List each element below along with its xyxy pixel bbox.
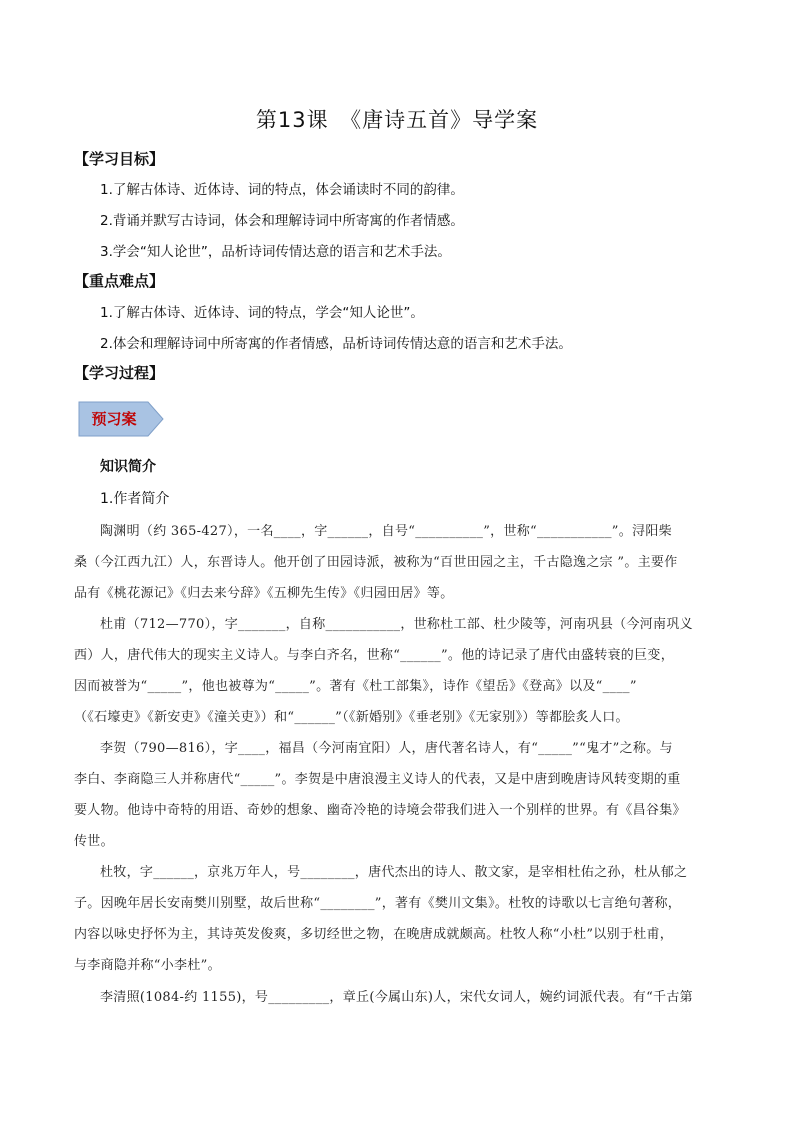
goals-heading: 【学习目标】 bbox=[74, 150, 165, 168]
paragraph-line: 要人物。他诗中奇特的用语、奇妙的想象、幽奇冷艳的诗境会带我们进入一个别样的世界。有《昌谷集》 bbox=[74, 803, 686, 818]
paragraph-line: 与李商隐并称“小李杜”。 bbox=[74, 958, 221, 973]
keypoint-item: 2.体会和理解诗词中所寄寓的作者情感，品析诗词传情达意的语言和艺术手法。 bbox=[100, 336, 572, 352]
paragraph-line: 品有《桃花源记》《归去来兮辞》《五柳先生传》《归园田居》等。 bbox=[74, 586, 454, 601]
preview-badge bbox=[78, 401, 164, 437]
paragraph-line: 桑（今江西九江）人，东晋诗人。他开创了田园诗派，被称为“百世田园之主，千古隐逸之宗 ”。主要作 bbox=[74, 555, 678, 570]
paragraph-line: 杜牧，字______，京兆万年人，号________，唐代杰出的诗人、散文家，是宰相杜佑之孙，杜从郁之 bbox=[100, 865, 688, 880]
paragraph-line: 陶渊明（约 365-427），一名____，字______，自号“__________”，世称“___________”。浔阳柴 bbox=[100, 524, 672, 539]
badge-label: 预习案 bbox=[91, 410, 137, 428]
goal-item: 2.背诵并默写古诗词，体会和理解诗词中所寄寓的作者情感。 bbox=[100, 213, 464, 229]
paragraph-line: 内容以咏史抒怀为主，其诗英发俊爽，多切经世之物，在晚唐成就颇高。杜牧人称“小杜”以别于杜甫， bbox=[74, 927, 674, 942]
keypoints-heading: 【重点难点】 bbox=[74, 272, 165, 290]
keypoint-item: 1.了解古体诗、近体诗、词的特点，学会“知人论世”。 bbox=[100, 305, 424, 321]
knowledge-heading: 知识简介 bbox=[100, 459, 156, 475]
goal-item: 1.了解古体诗、近体诗、词的特点，体会诵读时不同的韵律。 bbox=[100, 182, 464, 198]
paragraph-line: 传世。 bbox=[74, 834, 114, 849]
author-heading: 1.作者简介 bbox=[100, 491, 170, 507]
paragraph-line: （《石壕吏》《新安吏》《潼关吏》）和“______”（《新婚别》《垂老别》《无家别》）等都脍炙人口。 bbox=[74, 710, 629, 725]
paragraph-line: 子。因晚年居长安南樊川别墅，故后世称“________”，著有《樊川文集》。杜牧的诗歌以七言绝句著称， bbox=[74, 896, 682, 911]
process-heading: 【学习过程】 bbox=[74, 364, 165, 382]
paragraph-line: 李贺（790—816），字____，福昌（今河南宜阳）人，唐代著名诗人，有“_____”“鬼才”之称。与 bbox=[100, 741, 673, 756]
paragraph-line: 李白、李商隐三人并称唐代“_____”。李贺是中唐浪漫主义诗人的代表，又是中唐到晚唐诗风转变期的重 bbox=[74, 772, 681, 787]
page-title: 第13课 《唐诗五首》导学案 bbox=[255, 108, 539, 132]
paragraph-line: 李清照(1084-约 1155)，号_________，章丘(今属山东)人，宋代女词人，婉约词派代表。有“千古第 bbox=[100, 990, 693, 1005]
paragraph-line: 因而被誉为“_____”，他也被尊为“_____”。著有《杜工部集》，诗作《望岳》《登高》以及“____” bbox=[74, 679, 637, 694]
paragraph-line: 杜甫（712—770），字_______，自称___________，世称杜工部、杜少陵等，河南巩县（今河南巩义 bbox=[100, 617, 693, 632]
paragraph-line: 西）人，唐代伟大的现实主义诗人。与李白齐名，世称“______”。他的诗记录了唐代由盛转衰的巨变， bbox=[74, 648, 674, 663]
goal-item: 3.学会“知人论世”，品析诗词传情达意的语言和艺术手法。 bbox=[100, 244, 451, 260]
